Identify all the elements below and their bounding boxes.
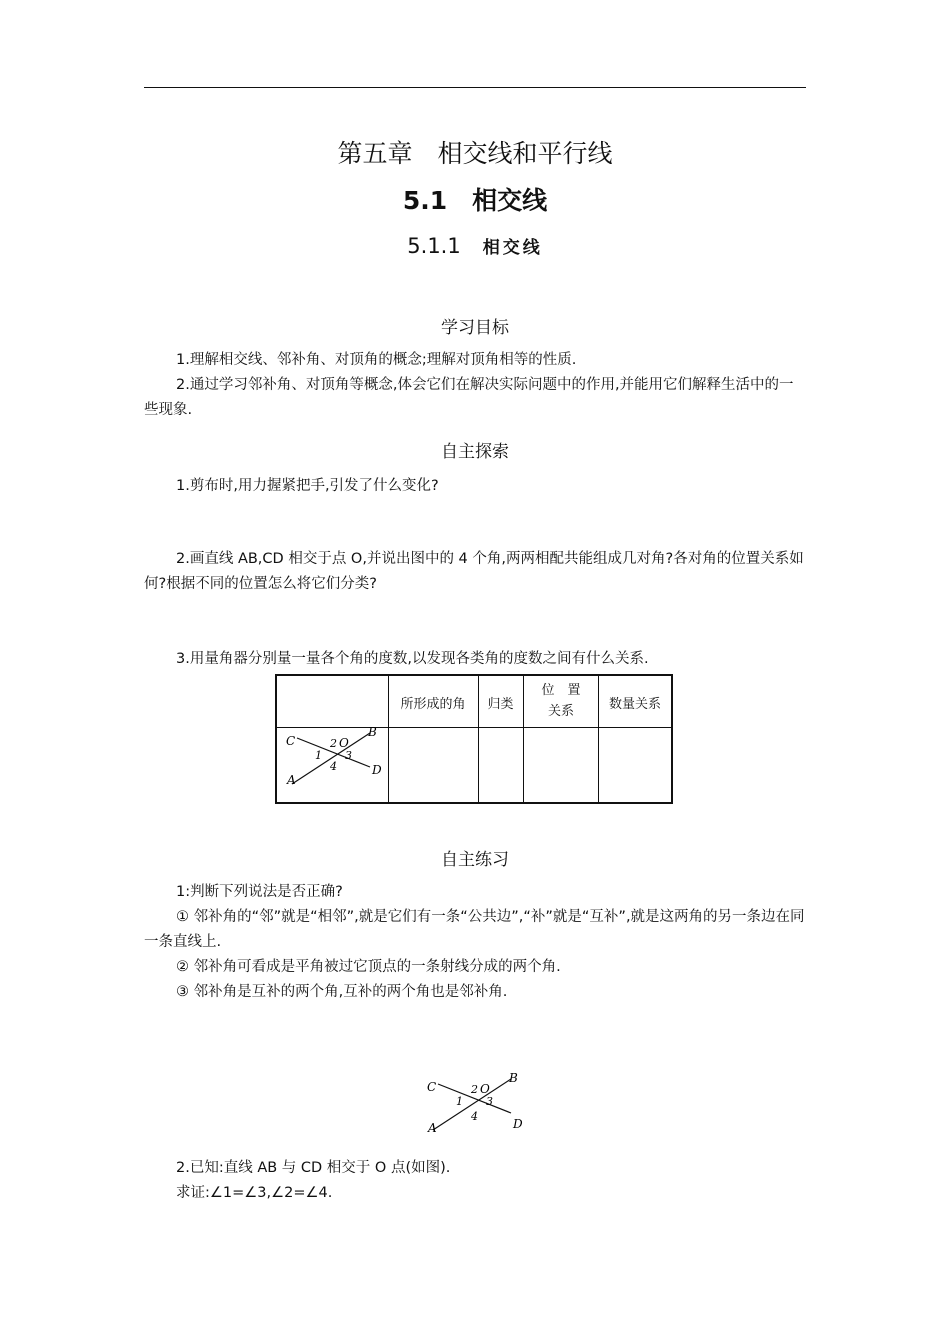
table-divider	[523, 676, 524, 802]
goals-heading: 学习目标	[441, 318, 509, 338]
label-c: C	[427, 1080, 437, 1094]
explore-question-3: 3.用量角器分别量一量各个角的度数,以发现各类角的度数之间有什么关系.	[176, 651, 649, 667]
practice-question-2: 2.已知:直线 AB 与 CD 相交于 O 点(如图).	[176, 1160, 451, 1176]
chapter-title: 第五章 相交线和平行线	[337, 139, 613, 168]
table-header-position: 位 置 关系	[541, 683, 594, 719]
angle-3-label: 3	[486, 1095, 493, 1108]
label-o: O	[339, 736, 349, 750]
angle-3-label: 3	[345, 749, 352, 762]
explore-question-1: 1.剪布时,用力握紧把手,引发了什么变化?	[176, 478, 439, 494]
table-header-quantity: 数量关系	[608, 697, 661, 712]
angle-1-label: 1	[456, 1095, 463, 1108]
label-d: D	[513, 1117, 523, 1131]
intersecting-lines-figure	[279, 726, 387, 802]
goal-item-2: 2.通过学习邻补角、对顶角等概念,体会它们在解决实际问题中的作用,并能用它们解释生活中的一些现象.	[144, 377, 794, 418]
explore-question-2: 2.画直线 AB,CD 相交于点 O,并说出图中的 4 个角,两两相配共能组成几对角?各对角的位置关系如何?根据不同的位置怎么将它们分类?	[144, 551, 804, 592]
practice-prove: 求证:∠1=∠3,∠2=∠4.	[176, 1185, 333, 1201]
angle-2-label: 2	[330, 737, 337, 750]
label-b: B	[509, 1072, 518, 1085]
angle-2-label: 2	[471, 1083, 478, 1096]
label-b: B	[368, 726, 377, 739]
label-a: A	[287, 773, 296, 787]
intersecting-lines-figure-2	[420, 1072, 528, 1148]
angle-table	[275, 674, 673, 804]
angle-4-label: 4	[471, 1110, 478, 1123]
angle-1-label: 1	[315, 749, 322, 762]
practice-question-1: 1:判断下列说法是否正确?	[176, 884, 343, 900]
section-title: 5.1 相交线	[402, 186, 548, 215]
label-a: A	[428, 1121, 437, 1135]
label-c: C	[286, 734, 296, 748]
practice-heading: 自主练习	[441, 850, 509, 870]
subsection-name: 相交线	[482, 238, 543, 258]
statement-2: ② 邻补角可看成是平角被过它顶点的一条射线分成的两个角.	[176, 959, 561, 975]
statement-3: ③ 邻补角是互补的两个角,互补的两个角也是邻补角.	[176, 984, 508, 1000]
goal-item-1: 1.理解相交线、邻补角、对顶角的概念;理解对顶角相等的性质.	[176, 352, 577, 368]
subsection-number: 5.1.1	[407, 234, 461, 258]
statement-1: ① 邻补角的“邻”就是“相邻”,就是它们有一条“公共边”,“补”就是“互补”,就是这两角的另一条边在同一条直线上.	[144, 909, 805, 950]
table-header-category: 归类	[487, 697, 514, 712]
header-rule	[144, 87, 806, 88]
table-header-angles: 所形成的角	[400, 697, 466, 712]
subsection-title	[0, 233, 950, 258]
label-o: O	[480, 1082, 490, 1096]
angle-4-label: 4	[330, 760, 337, 773]
explore-heading: 自主探索	[441, 442, 509, 462]
label-d: D	[372, 763, 382, 777]
